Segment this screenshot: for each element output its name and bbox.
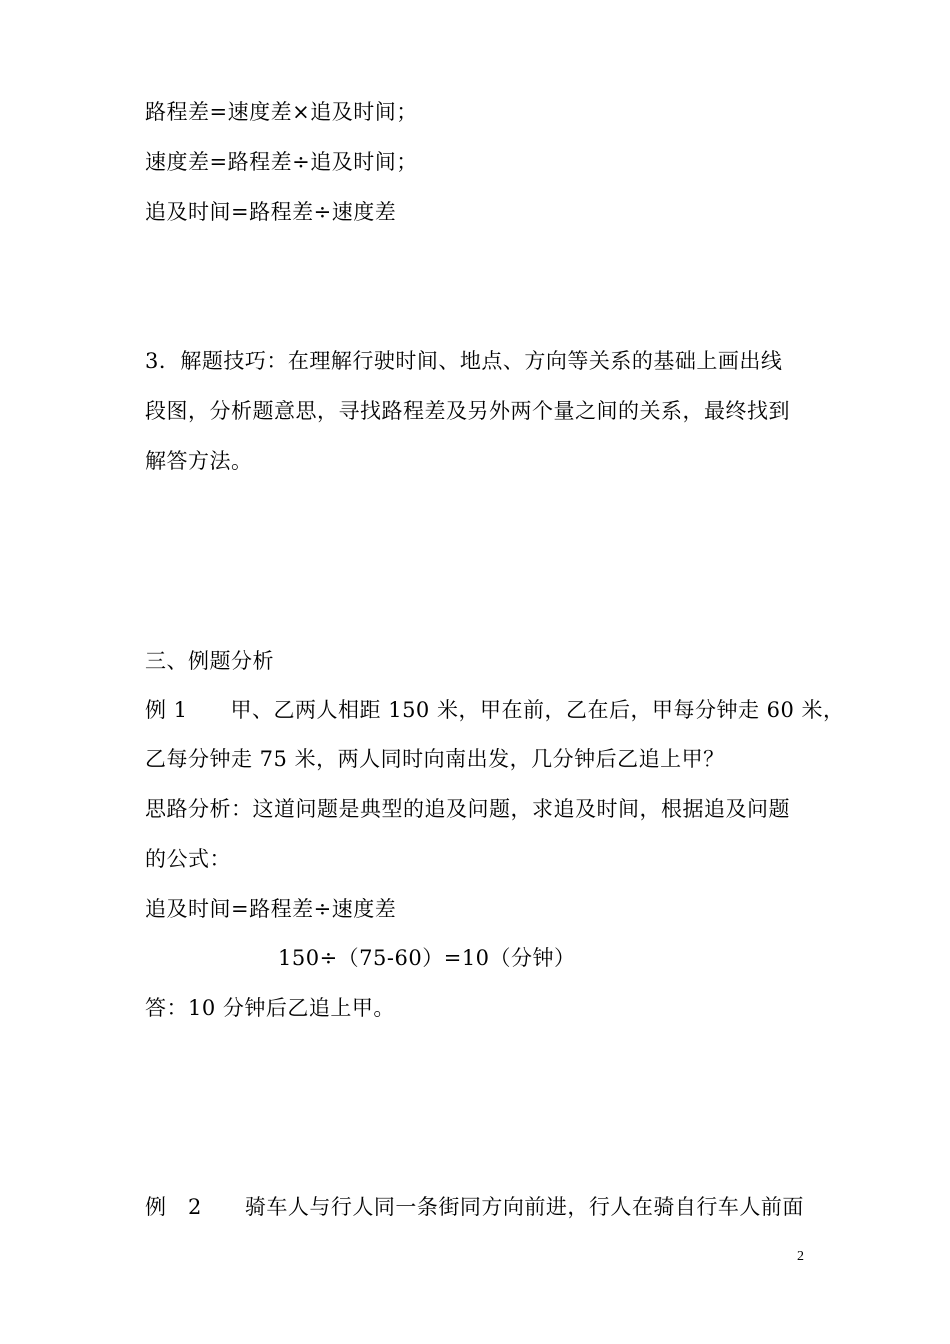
tips-line-3: 解答方法。 — [145, 449, 253, 473]
example1-line-2: 乙每分钟走 75 米，两人同时向南出发，几分钟后乙追上甲？ — [145, 747, 725, 771]
example1-answer: 答：10 分钟后乙追上甲。 — [145, 996, 395, 1020]
formula-catch-up-time: 追及时间=路程差÷速度差 — [145, 200, 397, 224]
tips-line-2: 段图，分析题意思，寻找路程差及另外两个量之间的关系，最终找到 — [145, 399, 790, 423]
page-number: 2 — [797, 1249, 804, 1264]
example1-calculation: 150÷（75-60）=10（分钟） — [278, 946, 576, 970]
tips-line-1: 3．解题技巧：在理解行驶时间、地点、方向等关系的基础上画出线 — [145, 349, 783, 373]
example1-analysis-line-2: 的公式： — [145, 847, 231, 871]
formula-distance-difference: 路程差=速度差×追及时间； — [145, 100, 418, 124]
section-heading: 三、例题分析 — [145, 649, 274, 673]
example1-analysis-line-1: 思路分析：这道问题是典型的追及问题，求追及时间，根据追及问题 — [145, 797, 790, 821]
example1-formula: 追及时间=路程差÷速度差 — [145, 897, 397, 921]
formula-speed-difference: 速度差=路程差÷追及时间； — [145, 150, 418, 174]
example2-line-1: 例 2 骑车人与行人同一条街同方向前进，行人在骑自行车人前面 — [145, 1195, 804, 1219]
example1-line-1: 例 1 甲、乙两人相距 150 米，甲在前，乙在后，甲每分钟走 60 米， — [145, 698, 845, 722]
